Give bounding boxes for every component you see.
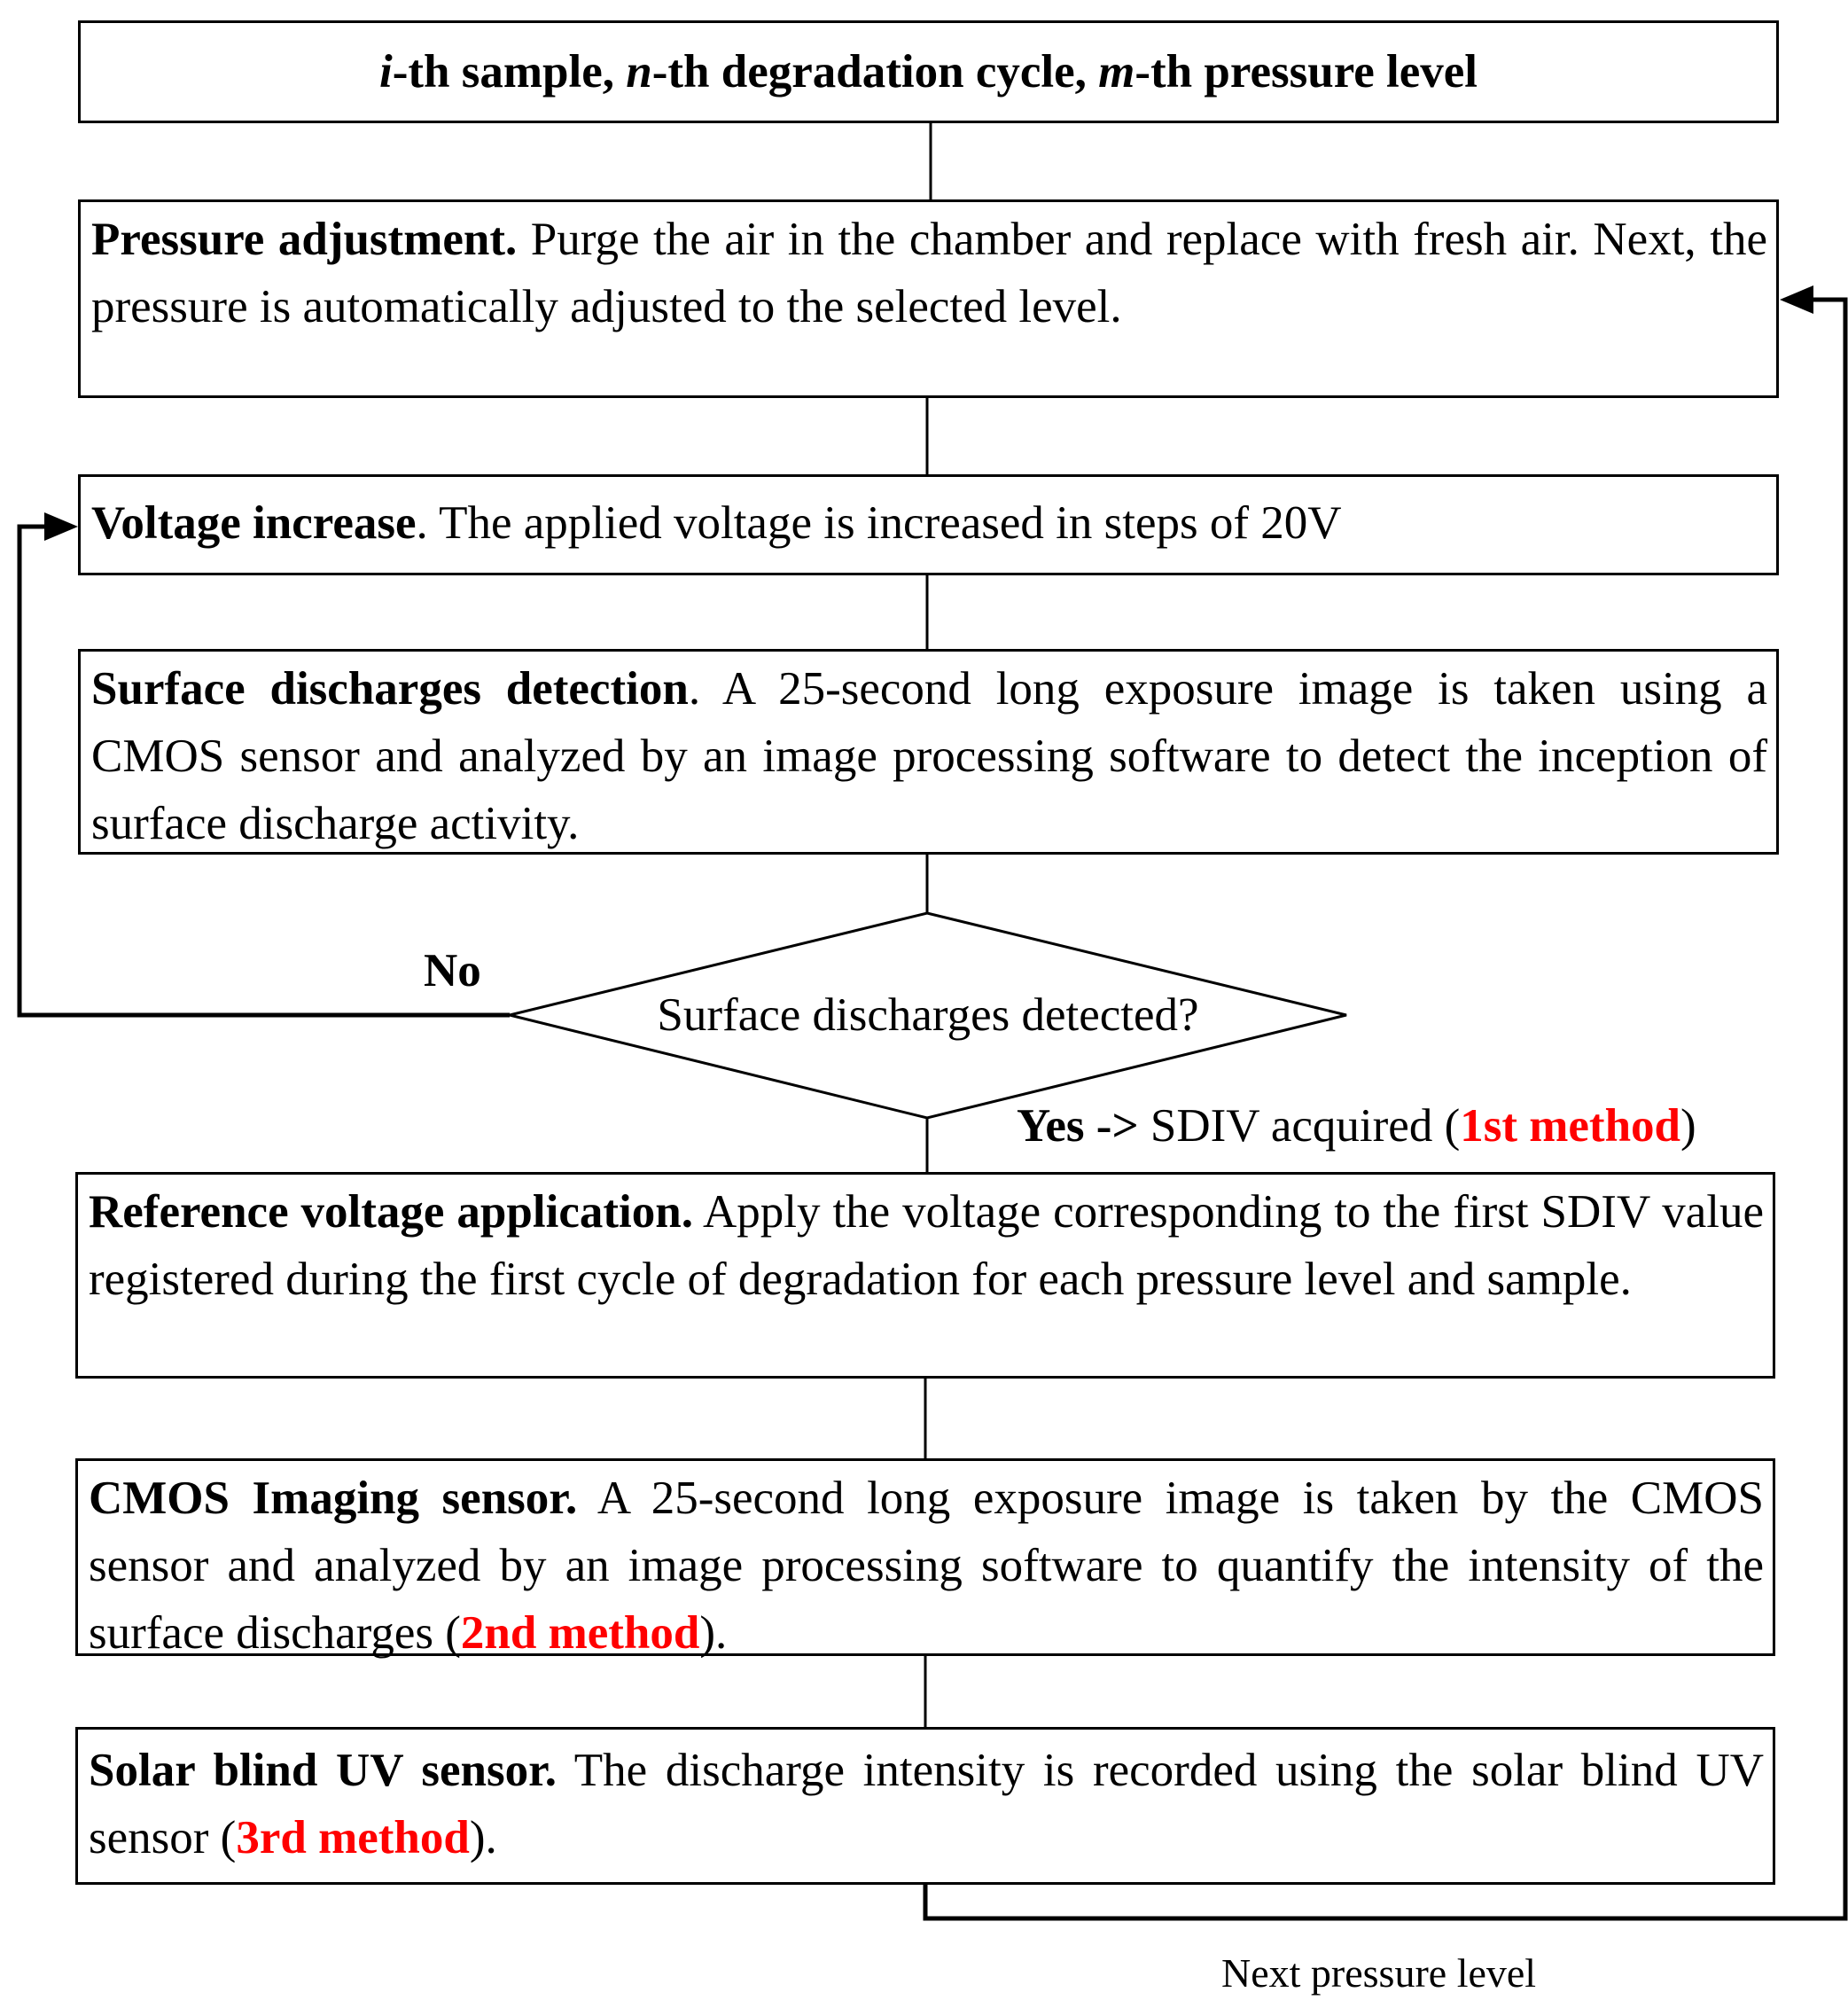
decision-no-label: No bbox=[424, 945, 481, 996]
step-body: Purge the air in the chamber and replace with fresh air. Next, the pressure is automatically adjusted to the selected level. bbox=[91, 214, 1767, 332]
step-reference-voltage-application bbox=[75, 1172, 1775, 1379]
step-title: Pressure adjustment. bbox=[91, 214, 518, 265]
start-part-sample: -th sample, bbox=[392, 46, 627, 98]
yes-tail: ) bbox=[1680, 1100, 1696, 1152]
step-body: A 25-second long exposure image is taken by the CMOS sensor and analyzed by an image processing software to quantify the intensity of the surface discharges ( bbox=[89, 1473, 1764, 1659]
step-tail: ). bbox=[469, 1812, 497, 1863]
sdiv-acquired-text: SDIV acquired ( bbox=[1138, 1100, 1461, 1152]
next-pressure-level-label: Next pressure level bbox=[1221, 1950, 1537, 1996]
method-1-badge: 1st method bbox=[1460, 1100, 1681, 1152]
step-title: Reference voltage application. bbox=[89, 1186, 693, 1238]
step-body: Apply the voltage corresponding to the first SDIV value registered during the first cycle of degradation for each pressure level and sample. bbox=[89, 1186, 1765, 1305]
start-part-cycle: -th degradation cycle, bbox=[651, 46, 1099, 98]
step-title: Voltage increase bbox=[91, 497, 417, 549]
method-3-badge: 3rd method bbox=[236, 1812, 470, 1863]
step-body: . The applied voltage is increased in steps of 20V bbox=[416, 497, 1342, 549]
step-surface-discharges-detection bbox=[78, 649, 1779, 855]
step-voltage-increase bbox=[78, 474, 1779, 575]
step-body: . A 25-second long exposure image is taken using a CMOS sensor and analyzed by an image processing software to detect the inception of surface discharge activity. bbox=[91, 663, 1767, 849]
step-cmos-imaging-sensor bbox=[75, 1458, 1775, 1659]
start-part-pressure: -th pressure level bbox=[1135, 46, 1478, 98]
start-part-n: n bbox=[626, 46, 652, 98]
step-title: CMOS Imaging sensor. bbox=[89, 1473, 578, 1524]
method-2-badge: 2nd method bbox=[460, 1607, 700, 1659]
decision-yes-label bbox=[1017, 1099, 1696, 1152]
step-tail: ). bbox=[699, 1607, 728, 1659]
step-title: Solar blind UV sensor. bbox=[89, 1745, 558, 1796]
step-body: The discharge intensity is recorded using the solar blind UV sensor ( bbox=[89, 1745, 1764, 1863]
yes-text: Yes -> bbox=[1017, 1100, 1139, 1152]
start-part-i: i bbox=[378, 46, 393, 98]
start-label bbox=[379, 38, 1478, 105]
step-title: Surface discharges detection bbox=[91, 663, 689, 715]
step-solar-blind-uv-sensor bbox=[75, 1727, 1775, 1885]
step-pressure-adjustment bbox=[78, 199, 1779, 398]
start-box bbox=[78, 20, 1779, 123]
start-part-m: m bbox=[1098, 46, 1135, 98]
decision-question: Surface discharges detected? bbox=[657, 989, 1199, 1041]
